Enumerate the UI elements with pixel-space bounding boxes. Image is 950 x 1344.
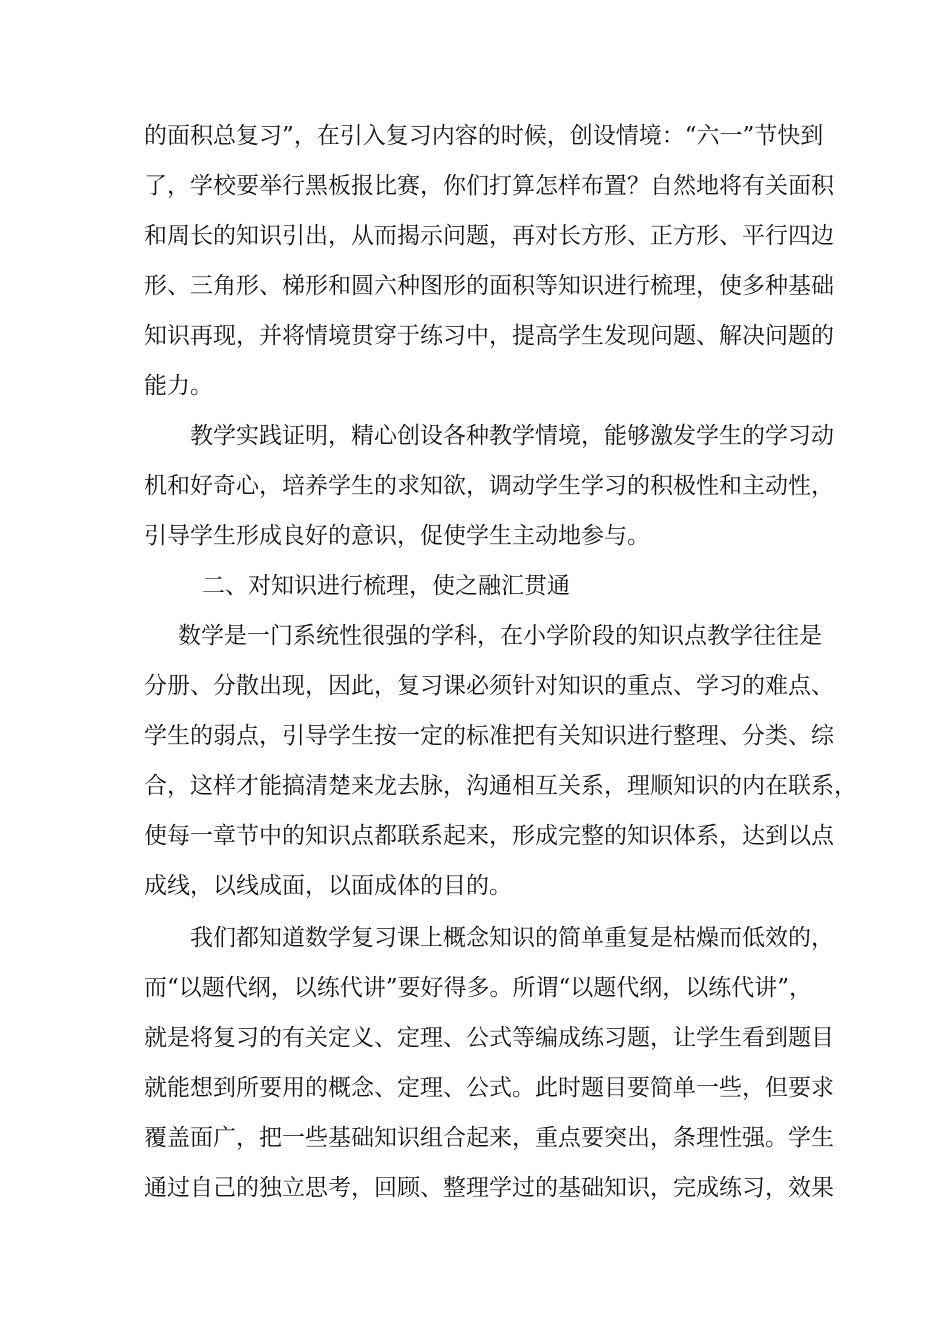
- text-line: 能力。: [144, 373, 213, 399]
- text-line: 使每一章节中的知识点都联系起来，形成完整的知识体系，达到以点: [144, 823, 834, 849]
- text-line: 引导学生形成良好的意识，促使学生主动地参与。: [144, 523, 650, 549]
- text-line: 覆盖面广，把一些基础知识组合起来，重点要突出，条理性强。学生: [144, 1125, 834, 1151]
- text-line: 分册、分散出现，因此，复习课必须针对知识的重点、学习的难点、: [144, 673, 834, 699]
- text-line: 而“以题代纲，以练代讲”要好得多。所谓“以题代纲，以练代讲”，: [144, 975, 813, 1001]
- text-line: 机和好奇心，培养学生的求知欲，调动学生学习的积极性和主动性，: [144, 473, 834, 499]
- paragraph-first-line: 数学是一门系统性很强的学科，在小学阶段的知识点教学往往是: [178, 623, 822, 649]
- text-line: 通过自己的独立思考，回顾、整理学过的基础知识，完成练习，效果: [144, 1175, 834, 1201]
- paragraph-first-line: 我们都知道数学复习课上概念知识的简单重复是枯燥而低效的，: [190, 925, 834, 951]
- text-line: 就是将复习的有关定义、定理、公式等编成练习题，让学生看到题目: [144, 1025, 834, 1051]
- section-heading: 二、对知识进行梳理，使之融汇贯通: [202, 573, 570, 599]
- text-line: 合，这样才能搞清楚来龙去脉，沟通相互关系，理顺知识的内在联系，: [144, 773, 857, 799]
- text-line: 的面积总复习”，在引入复习内容的时候，创设情境：“六一”节快到: [144, 123, 824, 149]
- text-line: 知识再现，并将情境贯穿于练习中，提高学生发现问题、解决问题的: [144, 323, 834, 349]
- text-line: 学生的弱点，引导学生按一定的标准把有关知识进行整理、分类、综: [144, 723, 834, 749]
- paragraph-first-line: 教学实践证明，精心创设各种教学情境，能够激发学生的学习动: [190, 423, 834, 449]
- text-line: 成线，以线成面，以面成体的目的。: [144, 873, 512, 899]
- text-line: 形、三角形、梯形和圆六种图形的面积等知识进行梳理，使多种基础: [144, 273, 834, 299]
- text-line: 就能想到所要用的概念、定理、公式。此时题目要简单一些，但要求: [144, 1075, 834, 1101]
- text-line: 了，学校要举行黑板报比赛，你们打算怎样布置？自然地将有关面积: [144, 173, 834, 199]
- text-line: 和周长的知识引出，从而揭示问题，再对长方形、正方形、平行四边: [144, 223, 834, 249]
